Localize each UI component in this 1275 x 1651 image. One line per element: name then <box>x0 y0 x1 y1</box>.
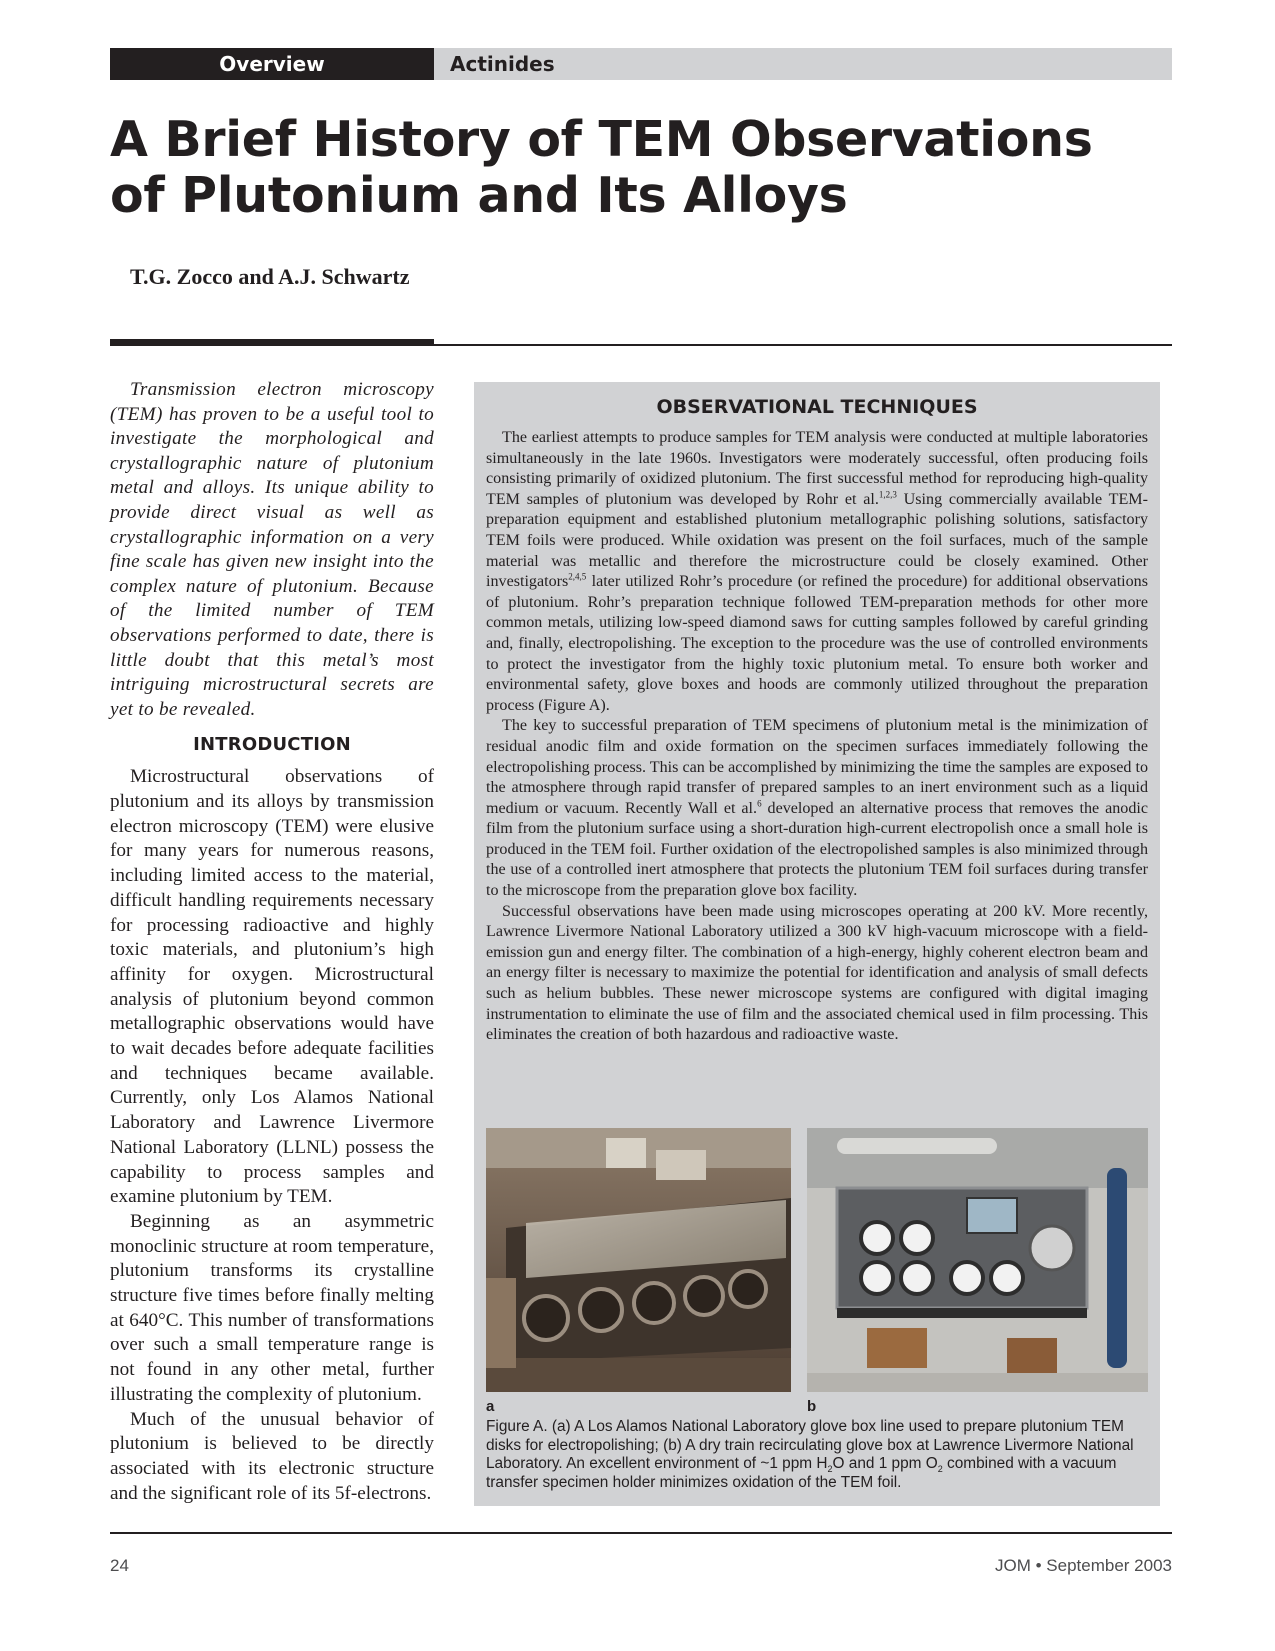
reference-superscript: 1,2,3 <box>878 489 897 500</box>
title-line-2: of Plutonium and Its Alloys <box>110 167 848 224</box>
sidebar-p1-text-c: later utilized Rohr’s procedure (or refined the procedure) for additional observations of plutonium. Rohr’s preparation technique followed TEM-preparation methods for other more common metals, utilizing low-speed diamond saws for cutting samples followed by careful grinding and, finally, electropolishing. The exception to the procedure was the use of controlled environments to protect the investigator from the highly toxic plutonium metal. To ensure both worker and environmental safety, glove boxes and hoods are commonly utilized throughout the preparation process (Figure A). <box>486 573 1148 714</box>
topic-label: Actinides <box>450 52 555 76</box>
caption-text-c: combined with a vacuum transfer specimen holder minimizes oxidation of the TEM foil. <box>486 1455 1117 1491</box>
figure-photo-a <box>486 1128 791 1392</box>
sidebar-p2-text-a: The key to successful preparation of TEM specimens of plutonium metal is the minimization of residual anodic film and oxide formation on the specimen surfaces immediately following the electropolishing process. This can be accomplished by minimizing the time the samples are exposed to the atmosphere through rapid transfer of prepared samples to an inert environment such as a liquid medium or vacuum. Recently Wall et al. <box>486 717 1148 817</box>
sidebar-p1-text-a: The earliest attempts to produce samples for TEM analysis were conducted at multiple laboratories simultaneously in the late 1960s. Investigators were moderately successful, often producing foils consisting primarily of oxidized plutonium. The first successful method for reproducing high-quality TEM samples of plutonium was developed by Rohr et al. <box>486 429 1148 508</box>
title-rule-thin <box>434 344 1172 346</box>
sidebar-paragraph-1 <box>486 428 1148 716</box>
caption-text-a: Figure A. (a) A Los Alamos National Laboratory glove box line used to prepare plutonium TEM disks for electropolishing; (b) A dry train recirculating glove box at Lawrence Livermore National Laboratory. An excellent environment of ~1 ppm H <box>486 1418 1134 1473</box>
intro-paragraph-2: Beginning as an asymmetric monoclinic structure at room temperature, plutonium transforms its crystalline structure five times before finally melting at 640°C. This number of transformations over such a small temperature range is not found in any other metal, further illustrating the complexity of plutonium. <box>110 1210 434 1405</box>
figure-label-b: b <box>807 1398 817 1415</box>
section-tab <box>110 48 434 80</box>
title-line-1: A Brief History of TEM Observations <box>110 111 1093 168</box>
main-column <box>110 378 434 1506</box>
figure-label-a: a <box>486 1398 495 1415</box>
section-label: Overview <box>219 52 325 76</box>
title-rule-thick <box>110 339 434 346</box>
reference-superscript: 2,4,5 <box>568 571 587 582</box>
figure-caption <box>486 1418 1148 1492</box>
sidebar-text <box>486 428 1148 1046</box>
sidebar-heading: OBSERVATIONAL TECHNIQUES <box>656 396 978 418</box>
introduction-heading: INTRODUCTION <box>193 734 351 756</box>
sidebar-box <box>474 382 1160 1506</box>
intro-paragraph-3: Much of the unusual behavior of plutonium is believed to be directly associated with its electronic structure and the significant role of its 5f-electrons. <box>110 1408 434 1504</box>
journal-issue: JOM • September 2003 <box>995 1556 1172 1575</box>
sidebar-p1-text-b: Using commercially available TEM-preparation equipment and established plutonium metallographic polishing solutions, satisfactory TEM foils were produced. While oxidation was present on the foil surfaces, much of the sample material was metallic and therefore the microstructure could be closely examined. Other investigators <box>486 490 1148 591</box>
abstract: Transmission electron microscopy (TEM) has proven to be a useful tool to investigate the morphological and crystallographic nature of plutonium metal and alloys. Its unique ability to provide direct visual as well as crystallographic information on a very fine scale has given new insight into the complex nature of plutonium. Because of the limited number of TEM observations performed to date, there is little doubt that this metal’s most intriguing microstructural secrets are yet to be revealed. <box>110 379 434 720</box>
sidebar-paragraph-3: Successful observations have been made using microscopes operating at 200 kV. More recently, Lawrence Livermore National Laboratory utilized a 300 kV high-vacuum microscope with a field-emission gun and energy filter. The combination of a high-energy, highly coherent electron beam and an energy filter is necessary to maximize the potential for identification and analysis of small defects such as helium bubbles. These newer microscope systems are configured with digital imaging instrumentation to eliminate the use of film and the associated chemical used in film processing. This eliminates the creation of both hazardous and radioactive waste. <box>486 902 1148 1044</box>
caption-subscript: 2 <box>937 1464 943 1475</box>
sidebar-paragraph-2 <box>486 716 1148 901</box>
reference-superscript: 6 <box>757 798 762 809</box>
intro-paragraph-1: Microstructural observations of plutonium and its alloys by transmission electron microscopy (TEM) were elusive for many years for numerous reasons, including limited access to the material, difficult handling requirements necessary for processing radioactive and highly toxic materials, and plutonium’s high affinity for oxygen. Microstructural analysis of plutonium beyond common metallographic observations would have to wait decades before adequate facilities and techniques became available. Currently, only Los Alamos National Laboratory and Lawrence Livermore National Laboratory (LLNL) possess the capability to process samples and examine plutonium by TEM. <box>110 766 434 1208</box>
topic-bar <box>434 48 1172 80</box>
authors: T.G. Zocco and A.J. Schwartz <box>130 264 410 289</box>
article-title <box>110 112 1180 224</box>
glove-box-line-image <box>486 1128 791 1392</box>
caption-subscript: 2 <box>827 1464 833 1475</box>
sidebar-p2-text-b: developed an alternative process that removes the anodic film from the plutonium surface using a short-duration high-current electropolish once a small hole is produced in the TEM foil. Further oxidation of the electropolished samples is also minimized through the use of a controlled inert atmosphere that protects the plutonium TEM foil surfaces during transfer to the microscope from the preparation glove box facility. <box>486 799 1148 900</box>
footer-rule <box>110 1532 1172 1534</box>
caption-text-b: O and 1 ppm O <box>832 1455 938 1473</box>
dry-train-glove-box-image <box>807 1128 1148 1392</box>
page-number: 24 <box>110 1556 129 1575</box>
figure-photo-b <box>807 1128 1148 1392</box>
